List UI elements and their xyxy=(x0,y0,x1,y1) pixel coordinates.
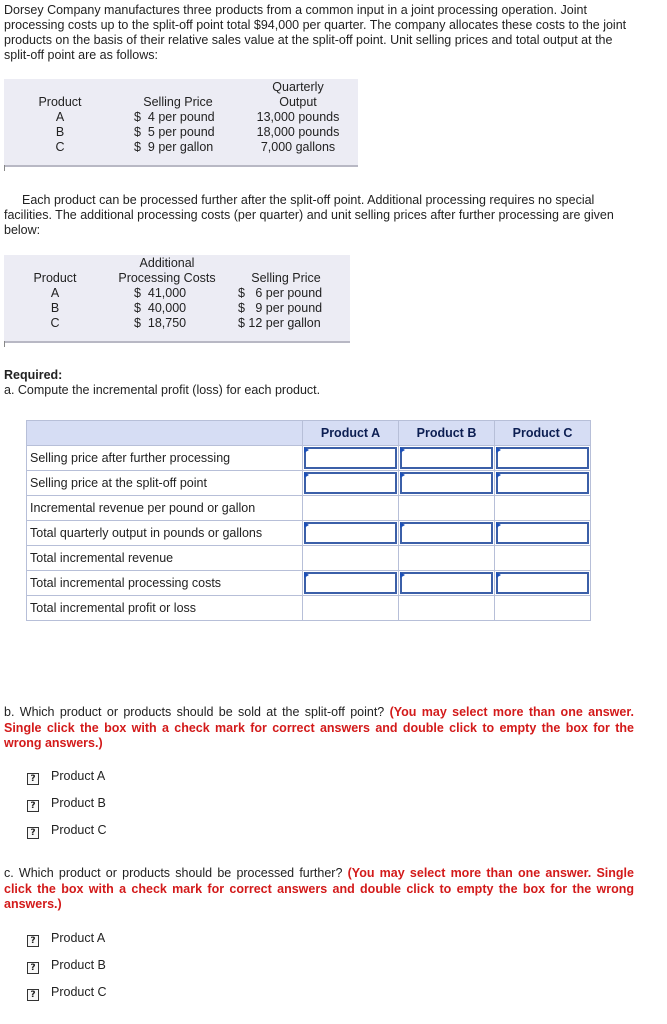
answer-input-a-0[interactable] xyxy=(303,446,399,471)
table2-header-product: Product xyxy=(33,271,77,285)
part-b-option-b[interactable] xyxy=(27,796,106,810)
part-c-option-b[interactable] xyxy=(27,958,106,972)
split-off-table xyxy=(4,79,358,167)
answer-cell-b-4 xyxy=(399,546,495,571)
option-label: Product A xyxy=(51,931,106,945)
part-b-question: b. Which product or products should be sold at the split-off point? xyxy=(4,705,385,719)
row-label: Selling price at the split-off point xyxy=(27,471,303,496)
answer-input-b-0[interactable] xyxy=(399,446,495,471)
part-b-option-c[interactable] xyxy=(27,823,107,837)
table2-row-price: $ 9 per pound xyxy=(238,301,323,315)
answer-cell-b-2 xyxy=(399,496,495,521)
checkbox-icon[interactable]: ? xyxy=(27,800,39,812)
table2-row-cost: $ 18,750 xyxy=(134,316,187,330)
row-label: Total incremental profit or loss xyxy=(27,596,303,621)
table1-row-output: 18,000 pounds xyxy=(256,125,340,139)
answer-input-b-5[interactable] xyxy=(399,571,495,596)
table2-header-price: Selling Price xyxy=(251,271,321,285)
incremental-profit-table xyxy=(26,420,591,621)
table-row xyxy=(27,446,591,471)
answer-input-b-3[interactable] xyxy=(399,521,495,546)
table-row xyxy=(27,571,591,596)
table2-header-costs-line1: Additional xyxy=(139,256,195,270)
table1-row-price: $ 5 per pound xyxy=(134,125,215,139)
table1-header-price: Selling Price xyxy=(143,95,213,109)
table1-row-price: $ 9 per gallon xyxy=(134,140,214,154)
checkbox-icon[interactable]: ? xyxy=(27,827,39,839)
col-header-product-a: Product A xyxy=(303,421,399,446)
table1-row-product: A xyxy=(55,110,65,124)
table1-row-output: 7,000 gallons xyxy=(260,140,336,154)
table-row xyxy=(27,521,591,546)
table2-corner-tick xyxy=(4,341,5,347)
part-c-option-c[interactable] xyxy=(27,985,107,999)
table1-header-output-line1: Quarterly xyxy=(272,80,324,94)
part-c-instruction: (You may select more than one answer. Single click the box with a check mark for correct answers and double click to empty the box for the wrong answers.) xyxy=(4,866,634,911)
table2-row-product: A xyxy=(50,286,60,300)
checkbox-icon[interactable]: ? xyxy=(27,962,39,974)
table2-row-cost: $ 41,000 xyxy=(134,286,187,300)
row-label: Total incremental revenue xyxy=(27,546,303,571)
table2-row-cost: $ 40,000 xyxy=(134,301,187,315)
option-label: Product A xyxy=(51,769,106,783)
table1-row-output: 13,000 pounds xyxy=(256,110,340,124)
row-label: Total quarterly output in pounds or gallons xyxy=(27,521,303,546)
answer-cell-c-4 xyxy=(495,546,591,571)
table1-row-price: $ 4 per pound xyxy=(134,110,215,124)
option-label: Product C xyxy=(51,985,107,999)
part-a-prompt: a. Compute the incremental profit (loss) for each product. xyxy=(4,383,321,397)
row-label: Incremental revenue per pound or gallon xyxy=(27,496,303,521)
required-heading: Required: xyxy=(4,368,63,382)
answer-cell-c-2 xyxy=(495,496,591,521)
row-label: Total incremental processing costs xyxy=(27,571,303,596)
col-header-product-b: Product B xyxy=(399,421,495,446)
answer-cell-a-6 xyxy=(303,596,399,621)
answer-cell-c-6 xyxy=(495,596,591,621)
col-header-product-c: Product C xyxy=(495,421,591,446)
option-label: Product B xyxy=(51,958,106,972)
checkbox-icon[interactable]: ? xyxy=(27,773,39,785)
part-b-option-a[interactable] xyxy=(27,769,105,783)
table1-corner-tick xyxy=(4,165,5,171)
table2-header-costs-line2: Processing Costs xyxy=(118,271,216,285)
answer-input-c-0[interactable] xyxy=(495,446,591,471)
table-row xyxy=(27,496,591,521)
further-processing-paragraph: Each product can be processed further after the split-off point. Additional processing requires no special facilities. The additional processing costs (per quarter) and unit selling prices after further processing are given below: xyxy=(4,193,614,237)
answer-cell-a-4 xyxy=(303,546,399,571)
table-row xyxy=(27,471,591,496)
table2-row-product: B xyxy=(50,301,60,315)
checkbox-icon[interactable]: ? xyxy=(27,935,39,947)
answer-input-a-5[interactable] xyxy=(303,571,399,596)
part-b-prompt xyxy=(4,705,634,752)
part-b-instruction: (You may select more than one answer. Single click the box with a check mark for correct answers and double click to empty the box for the wrong answers.) xyxy=(4,705,634,750)
answer-cell-b-6 xyxy=(399,596,495,621)
answer-input-c-3[interactable] xyxy=(495,521,591,546)
answer-input-c-1[interactable] xyxy=(495,471,591,496)
part-c-prompt xyxy=(4,866,634,913)
answer-input-b-1[interactable] xyxy=(399,471,495,496)
checkbox-icon[interactable]: ? xyxy=(27,989,39,1001)
answer-cell-a-2 xyxy=(303,496,399,521)
table2-row-price: $ 12 per gallon xyxy=(238,316,321,330)
table-row xyxy=(27,546,591,571)
answer-input-c-5[interactable] xyxy=(495,571,591,596)
intro-paragraph: Dorsey Company manufactures three products from a common input in a joint processing operation. Joint processing costs up to the split-off point total $94,000 per quarter. The company allocates these costs to the joint products on the basis of their relative sales value at the split-off point. Unit selling prices and total output at the split-off point are as follows: xyxy=(4,3,627,62)
table1-row-product: C xyxy=(55,140,65,154)
table-corner-header xyxy=(27,421,303,446)
answer-input-a-3[interactable] xyxy=(303,521,399,546)
table1-header-output-line2: Output xyxy=(279,95,317,109)
table1-header-product: Product xyxy=(38,95,82,109)
answer-input-a-1[interactable] xyxy=(303,471,399,496)
part-c-question: c. Which product or products should be processed further? xyxy=(4,866,343,880)
part-c-option-a[interactable] xyxy=(27,931,105,945)
table1-row-product: B xyxy=(55,125,65,139)
table-row xyxy=(27,596,591,621)
table2-row-price: $ 6 per pound xyxy=(238,286,323,300)
row-label: Selling price after further processing xyxy=(27,446,303,471)
further-processing-table xyxy=(4,255,350,343)
option-label: Product B xyxy=(51,796,106,810)
table2-row-product: C xyxy=(50,316,60,330)
option-label: Product C xyxy=(51,823,107,837)
